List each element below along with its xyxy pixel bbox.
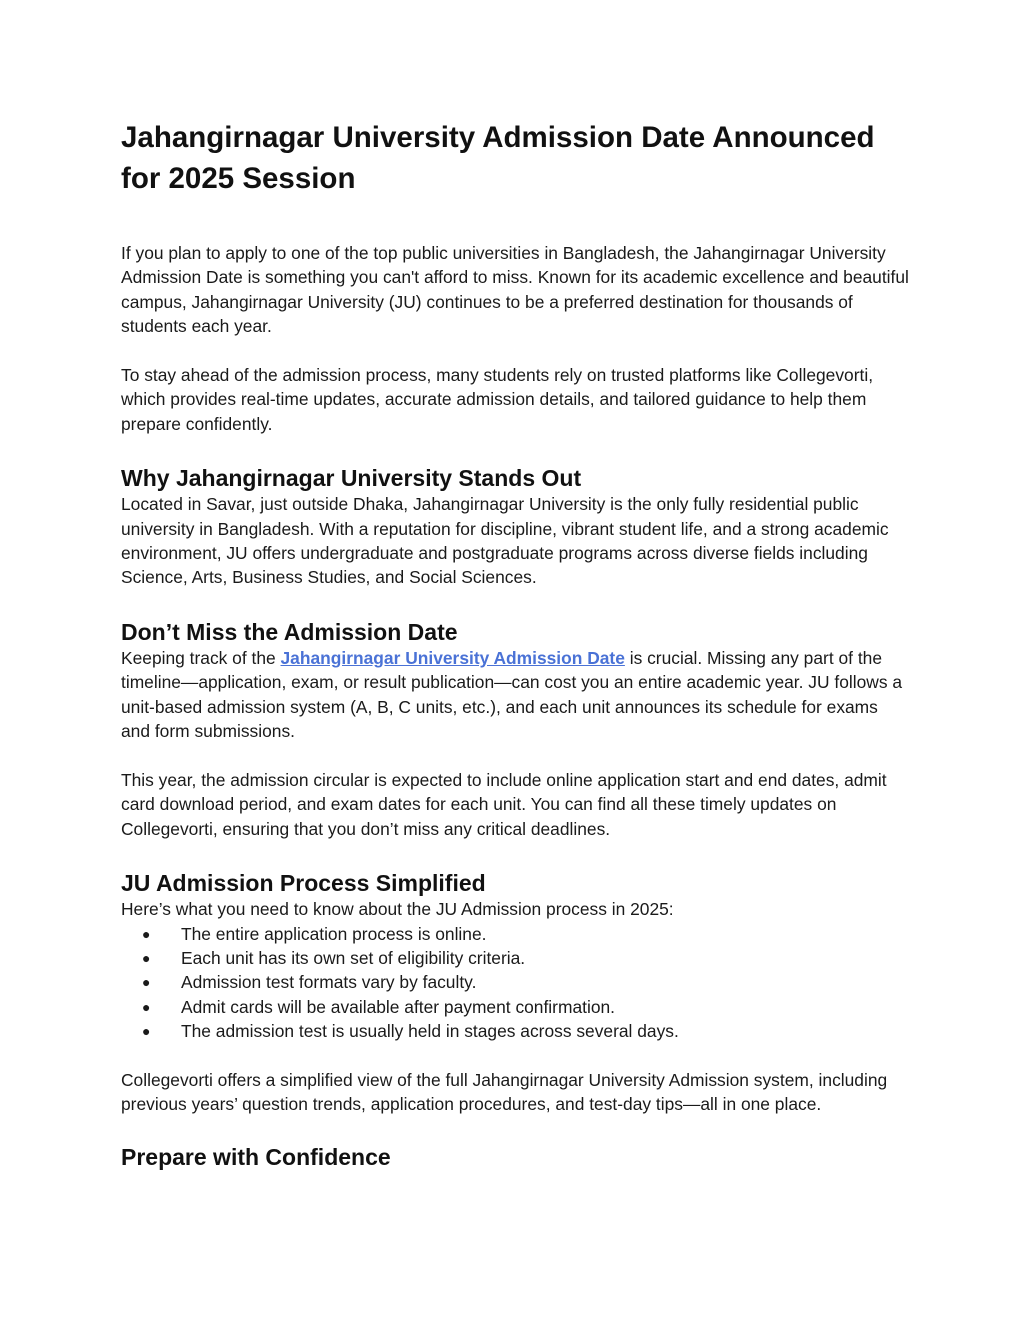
bullet-icon: ● <box>142 1023 151 1040</box>
list-item <box>121 995 911 1019</box>
section-date-paragraph-1 <box>121 646 911 744</box>
intro-paragraph-2: To stay ahead of the admission process, many students rely on trusted platforms like Collegevorti, which provides real-time updates, accurate admission details, and tailored guidance to help them prepare confidently. <box>121 365 874 434</box>
admission-date-link[interactable]: Jahangirnagar University Admission Date <box>280 647 625 668</box>
section-heading-process: JU Admission Process Simplified <box>121 870 486 897</box>
section-process-lead: Here’s what you need to know about the JU Admission process in 2025: <box>121 899 674 920</box>
section-why-paragraph: Located in Savar, just outside Dhaka, Jahangirnagar University is the only fully residential public university in Bangladesh. With a reputation for discipline, vibrant student life, and a strong academic environment, JU offers undergraduate and postgraduate programs across diverse fields including Science, Arts, Business Studies, and Social Sciences. <box>121 494 889 588</box>
list-item-text: Each unit has its own set of eligibility criteria. <box>181 947 526 968</box>
list-item <box>121 970 911 994</box>
intro-paragraph-1: If you plan to apply to one of the top public universities in Bangladesh, the Jahangirnagar University Admission Date is something you can't afford to miss. Known for its academic excellence and beautiful campus, Jahangirnagar University (JU) continues to be a preferred destination for thousands of students each year. <box>121 243 909 337</box>
section-process-paragraph-2: Collegevorti offers a simplified view of the full Jahangirnagar University Admission system, including previous years’ question trends, application procedures, and test-day tips—all in one place. <box>121 1069 888 1115</box>
bullet-icon: ● <box>142 925 151 942</box>
document-title: Jahangirnagar University Admission Date Announced for 2025 Session <box>121 121 875 195</box>
list-item <box>121 1019 911 1043</box>
list-item <box>121 946 911 970</box>
bullet-icon: ● <box>142 949 151 966</box>
section-date-text-before-link: Keeping track of the <box>121 647 281 668</box>
list-item-text: Admit cards will be available after payment confirmation. <box>181 996 615 1017</box>
list-item-text: The entire application process is online. <box>181 923 487 944</box>
list-item-text: Admission test formats vary by faculty. <box>181 972 477 993</box>
section-heading-date: Don’t Miss the Admission Date <box>121 618 458 645</box>
document-page <box>121 117 911 1171</box>
section-date-paragraph-2: This year, the admission circular is expected to include online application start and end dates, admit card download period, and exam dates for each unit. You can find all these timely updates on Collegevorti, ensuring that you don’t miss any critical deadlines. <box>121 769 887 839</box>
list-item-text: The admission test is usually held in stages across several days. <box>181 1021 679 1042</box>
bullet-icon: ● <box>142 974 151 991</box>
list-item <box>121 922 911 946</box>
bullet-icon: ● <box>142 998 151 1015</box>
section-heading-why: Why Jahangirnagar University Stands Out <box>121 465 582 492</box>
process-bullet-list <box>121 922 911 1044</box>
section-date-text-after-link: is crucial. Missing any part of the timeline—application, exam, or result publication—can cost you an entire academic year. JU follows a unit-based admission system (A, B, C units, etc.), and each unit announces its schedule for exams and form submissions. <box>121 647 903 742</box>
section-heading-prepare: Prepare with Confidence <box>121 1143 391 1170</box>
